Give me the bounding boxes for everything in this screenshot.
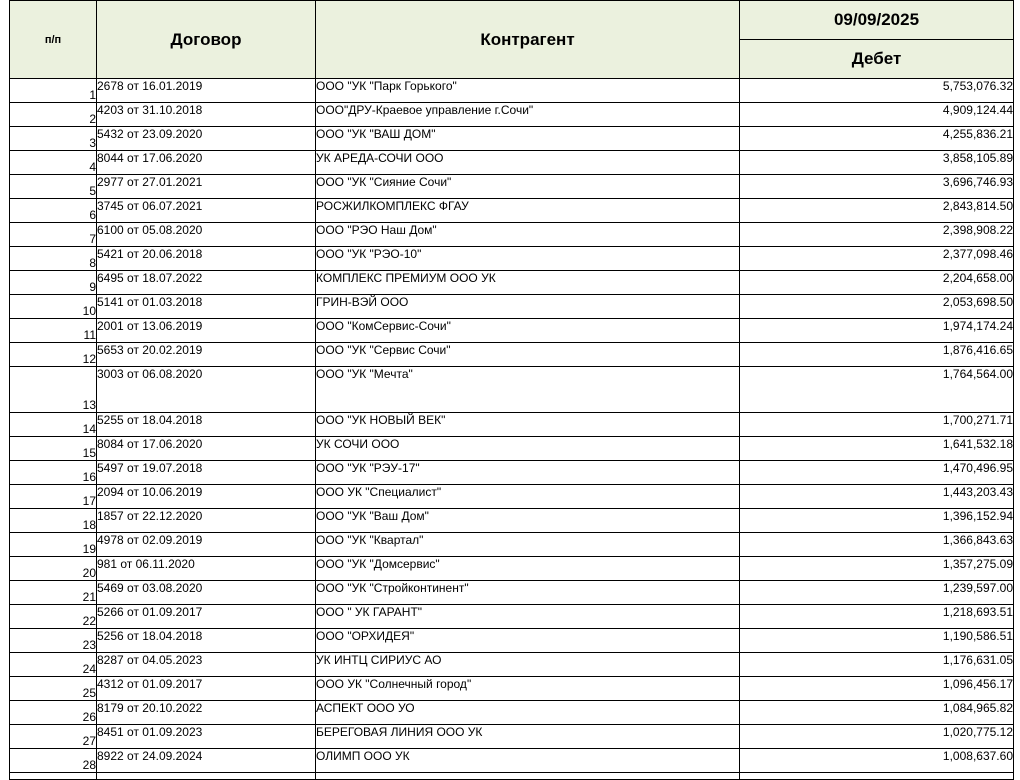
debit-cell: 3,858,105.89 bbox=[740, 151, 1014, 175]
debit-cell: 5,753,076.32 bbox=[740, 79, 1014, 103]
debit-cell: 1,396,152.94 bbox=[740, 509, 1014, 533]
row-number: 13 bbox=[10, 367, 97, 413]
row-number: 16 bbox=[10, 461, 97, 485]
counterparty-cell: ООО "УК "РЭУ-17" bbox=[316, 461, 740, 485]
debit-cell: 1,190,586.51 bbox=[740, 629, 1014, 653]
table-row bbox=[10, 413, 1014, 437]
row-number: 5 bbox=[10, 175, 97, 199]
contract-cell: 5432 от 23.09.2020 bbox=[97, 127, 316, 151]
table-row bbox=[10, 653, 1014, 677]
counterparty-cell: ООО "УК "Квартал" bbox=[316, 533, 740, 557]
counterparty-cell: ОЛИМП ООО УК bbox=[316, 749, 740, 773]
debit-cell: 2,204,658.00 bbox=[740, 271, 1014, 295]
debit-cell: 1,020,775.12 bbox=[740, 725, 1014, 749]
row-number: 7 bbox=[10, 223, 97, 247]
contract-cell: 5256 от 18.04.2018 bbox=[97, 629, 316, 653]
contract-cell: 5266 от 01.09.2017 bbox=[97, 605, 316, 629]
table-row bbox=[10, 485, 1014, 509]
table-row bbox=[10, 319, 1014, 343]
counterparty-cell: ООО "УК "Домсервис" bbox=[316, 557, 740, 581]
debit-cell: 1,641,532.18 bbox=[740, 437, 1014, 461]
table-row bbox=[10, 461, 1014, 485]
debit-cell: 1,218,693.51 bbox=[740, 605, 1014, 629]
counterparty-cell: КОМПЛЕКС ПРЕМИУМ ООО УК bbox=[316, 271, 740, 295]
table-row bbox=[10, 367, 1014, 413]
table-row bbox=[10, 103, 1014, 127]
counterparty-cell: ООО УК "Солнечный город" bbox=[316, 677, 740, 701]
debit-cell: 1,764,564.00 bbox=[740, 367, 1014, 413]
contract-cell: 2678 от 16.01.2019 bbox=[97, 79, 316, 103]
table-row bbox=[10, 605, 1014, 629]
counterparty-cell: ООО УК "Специалист" bbox=[316, 485, 740, 509]
contract-cell: 3003 от 06.08.2020 bbox=[97, 367, 316, 413]
row-number: 25 bbox=[10, 677, 97, 701]
row-number: 28 bbox=[10, 749, 97, 773]
counterparty-cell: УК АРЕДА-СОЧИ ООО bbox=[316, 151, 740, 175]
row-number: 18 bbox=[10, 509, 97, 533]
contract-cell: 4978 от 02.09.2019 bbox=[97, 533, 316, 557]
row-number: 19 bbox=[10, 533, 97, 557]
counterparty-cell: УК ИНТЦ СИРИУС АО bbox=[316, 653, 740, 677]
debit-cell: 2,377,098.46 bbox=[740, 247, 1014, 271]
contract-cell: 8922 от 24.09.2024 bbox=[97, 749, 316, 773]
table-row bbox=[10, 677, 1014, 701]
contract-cell: 6100 от 05.08.2020 bbox=[97, 223, 316, 247]
empty-cell bbox=[10, 773, 97, 780]
row-number: 10 bbox=[10, 295, 97, 319]
table-row-partial bbox=[10, 773, 1014, 780]
contract-cell: 2094 от 10.06.2019 bbox=[97, 485, 316, 509]
counterparty-cell: ООО "УК НОВЫЙ ВЕК" bbox=[316, 413, 740, 437]
table-row bbox=[10, 343, 1014, 367]
empty-cell bbox=[740, 773, 1014, 780]
row-number: 26 bbox=[10, 701, 97, 725]
col-header-counterparty: Контрагент bbox=[316, 1, 740, 79]
debit-cell: 1,876,416.65 bbox=[740, 343, 1014, 367]
row-number: 11 bbox=[10, 319, 97, 343]
table-row bbox=[10, 557, 1014, 581]
row-number: 2 bbox=[10, 103, 97, 127]
debit-cell: 1,084,965.82 bbox=[740, 701, 1014, 725]
contract-cell: 5141 от 01.03.2018 bbox=[97, 295, 316, 319]
row-number: 23 bbox=[10, 629, 97, 653]
debit-cell: 1,096,456.17 bbox=[740, 677, 1014, 701]
row-number: 4 bbox=[10, 151, 97, 175]
debit-cell: 4,255,836.21 bbox=[740, 127, 1014, 151]
debt-table bbox=[9, 0, 1014, 780]
debit-cell: 1,443,203.43 bbox=[740, 485, 1014, 509]
row-number: 6 bbox=[10, 199, 97, 223]
counterparty-cell: ГРИН-ВЭЙ ООО bbox=[316, 295, 740, 319]
table-row bbox=[10, 437, 1014, 461]
row-number: 3 bbox=[10, 127, 97, 151]
counterparty-cell: ООО "РЭО Наш Дом" bbox=[316, 223, 740, 247]
row-number: 1 bbox=[10, 79, 97, 103]
col-header-contract: Договор bbox=[97, 1, 316, 79]
counterparty-cell: УК СОЧИ ООО bbox=[316, 437, 740, 461]
contract-cell: 5421 от 20.06.2018 bbox=[97, 247, 316, 271]
contract-cell: 8044 от 17.06.2020 bbox=[97, 151, 316, 175]
counterparty-cell: ООО "УК "РЭО-10" bbox=[316, 247, 740, 271]
row-number: 17 bbox=[10, 485, 97, 509]
row-number: 20 bbox=[10, 557, 97, 581]
empty-cell bbox=[316, 773, 740, 780]
table-row bbox=[10, 581, 1014, 605]
table-row bbox=[10, 629, 1014, 653]
table-row bbox=[10, 509, 1014, 533]
table-row bbox=[10, 295, 1014, 319]
contract-cell: 8287 от 04.05.2023 bbox=[97, 653, 316, 677]
row-number: 14 bbox=[10, 413, 97, 437]
row-number: 12 bbox=[10, 343, 97, 367]
row-number: 22 bbox=[10, 605, 97, 629]
counterparty-cell: ООО "КомСервис-Сочи" bbox=[316, 319, 740, 343]
contract-cell: 6495 от 18.07.2022 bbox=[97, 271, 316, 295]
col-header-date: 09/09/2025 bbox=[740, 1, 1014, 40]
debit-cell: 1,357,275.09 bbox=[740, 557, 1014, 581]
table-row bbox=[10, 271, 1014, 295]
row-number: 9 bbox=[10, 271, 97, 295]
counterparty-cell: ООО"ДРУ-Краевое управление г.Сочи" bbox=[316, 103, 740, 127]
contract-cell: 4312 от 01.09.2017 bbox=[97, 677, 316, 701]
debit-cell: 1,470,496.95 bbox=[740, 461, 1014, 485]
debit-cell: 1,008,637.60 bbox=[740, 749, 1014, 773]
contract-cell: 981 от 06.11.2020 bbox=[97, 557, 316, 581]
debit-cell: 1,176,631.05 bbox=[740, 653, 1014, 677]
row-number: 8 bbox=[10, 247, 97, 271]
contract-cell: 5497 от 19.07.2018 bbox=[97, 461, 316, 485]
debit-cell: 2,053,698.50 bbox=[740, 295, 1014, 319]
debit-cell: 4,909,124.44 bbox=[740, 103, 1014, 127]
row-number: 24 bbox=[10, 653, 97, 677]
table-row bbox=[10, 701, 1014, 725]
contract-cell: 8451 от 01.09.2023 bbox=[97, 725, 316, 749]
contract-cell: 2977 от 27.01.2021 bbox=[97, 175, 316, 199]
contract-cell: 4203 от 31.10.2018 bbox=[97, 103, 316, 127]
debit-cell: 1,239,597.00 bbox=[740, 581, 1014, 605]
contract-cell: 5255 от 18.04.2018 bbox=[97, 413, 316, 437]
col-header-num: п/п bbox=[10, 1, 97, 79]
table-row bbox=[10, 151, 1014, 175]
debit-cell: 1,366,843.63 bbox=[740, 533, 1014, 557]
contract-cell: 1857 от 22.12.2020 bbox=[97, 509, 316, 533]
table-body bbox=[10, 79, 1014, 780]
table-row bbox=[10, 247, 1014, 271]
counterparty-cell: ООО "УК "Ваш Дом" bbox=[316, 509, 740, 533]
col-header-debit: Дебет bbox=[740, 40, 1014, 79]
counterparty-cell: ООО "УК "Стройконтинент" bbox=[316, 581, 740, 605]
contract-cell: 5469 от 03.08.2020 bbox=[97, 581, 316, 605]
contract-cell: 5653 от 20.02.2019 bbox=[97, 343, 316, 367]
table-row bbox=[10, 533, 1014, 557]
counterparty-cell: ООО "УК "Парк Горького" bbox=[316, 79, 740, 103]
contract-cell: 3745 от 06.07.2021 bbox=[97, 199, 316, 223]
counterparty-cell: ООО "УК "Мечта" bbox=[316, 367, 740, 413]
debit-cell: 2,843,814.50 bbox=[740, 199, 1014, 223]
counterparty-cell: ООО "УК "ВАШ ДОМ" bbox=[316, 127, 740, 151]
table-row bbox=[10, 749, 1014, 773]
debit-cell: 1,974,174.24 bbox=[740, 319, 1014, 343]
row-number: 21 bbox=[10, 581, 97, 605]
table-row bbox=[10, 223, 1014, 247]
table-row bbox=[10, 127, 1014, 151]
counterparty-cell: АСПЕКТ ООО УО bbox=[316, 701, 740, 725]
counterparty-cell: РОСЖИЛКОМПЛЕКС ФГАУ bbox=[316, 199, 740, 223]
counterparty-cell: БЕРЕГОВАЯ ЛИНИЯ ООО УК bbox=[316, 725, 740, 749]
row-number: 27 bbox=[10, 725, 97, 749]
table-row bbox=[10, 199, 1014, 223]
empty-cell bbox=[97, 773, 316, 780]
counterparty-cell: ООО " УК ГАРАНТ" bbox=[316, 605, 740, 629]
contract-cell: 8084 от 17.06.2020 bbox=[97, 437, 316, 461]
debit-cell: 3,696,746.93 bbox=[740, 175, 1014, 199]
counterparty-cell: ООО "УК "Сервис Сочи" bbox=[316, 343, 740, 367]
counterparty-cell: ООО "УК "Сияние Сочи" bbox=[316, 175, 740, 199]
counterparty-cell: ООО "ОРХИДЕЯ" bbox=[316, 629, 740, 653]
debit-cell: 2,398,908.22 bbox=[740, 223, 1014, 247]
table-row bbox=[10, 175, 1014, 199]
contract-cell: 8179 от 20.10.2022 bbox=[97, 701, 316, 725]
debit-cell: 1,700,271.71 bbox=[740, 413, 1014, 437]
table-row bbox=[10, 79, 1014, 103]
row-number: 15 bbox=[10, 437, 97, 461]
contract-cell: 2001 от 13.06.2019 bbox=[97, 319, 316, 343]
table-row bbox=[10, 725, 1014, 749]
